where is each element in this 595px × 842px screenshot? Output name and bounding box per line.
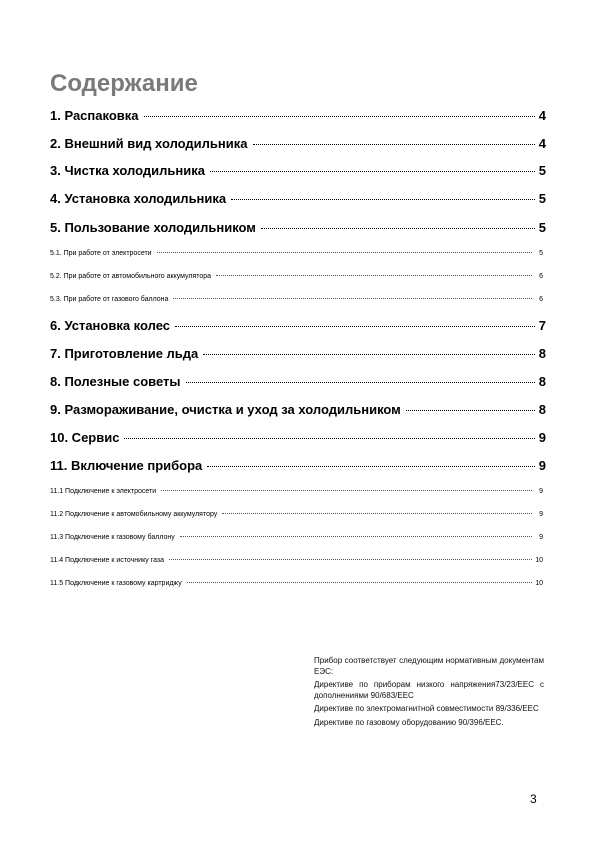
- toc-leader-dots: [175, 326, 535, 327]
- toc-entry[interactable]: [50, 136, 546, 152]
- toc-entry-page: 5: [539, 250, 543, 257]
- toc-entry-label: 9. Размораживание, очистка и уход за холодильником: [50, 402, 401, 417]
- toc-leader-dots: [203, 354, 535, 355]
- toc-entry-page: 6: [539, 273, 543, 280]
- toc-leader-dots: [216, 275, 532, 276]
- toc-leader-dots: [187, 582, 532, 583]
- toc-entry-label: 5. Пользование холодильником: [50, 220, 256, 235]
- toc-leader-dots: [157, 252, 532, 253]
- toc-entry-label: 3. Чистка холодильника: [50, 163, 205, 178]
- toc-entry-label: 11.2 Подключение к автомобильному аккумулятору: [50, 511, 218, 518]
- toc-leader-dots: [173, 298, 532, 299]
- toc-entry-label: 11. Включение прибора: [50, 458, 203, 473]
- toc-leader-dots: [261, 228, 535, 229]
- toc-entry-label: 7. Приготовление льда: [50, 346, 199, 361]
- compliance-line: Директиве по газовому оборудованию 90/396/ЕЕС.: [314, 717, 504, 727]
- toc-entry-page: 10: [535, 580, 543, 587]
- toc-leader-dots: [186, 382, 535, 383]
- toc-entry[interactable]: [50, 402, 546, 418]
- toc-entry[interactable]: [50, 220, 546, 236]
- toc-entry-label: 11.1 Подключение к электросети: [50, 488, 157, 495]
- toc-entry-label: 11.4 Подключение к источнику газа: [50, 557, 164, 564]
- toc-entry-label: 2. Внешний вид холодильника: [50, 136, 248, 151]
- toc-subentry[interactable]: [50, 487, 546, 497]
- toc-entry-label: 11.5 Подключение к газовому картриджу: [50, 580, 182, 587]
- toc-entry-page: 9: [539, 534, 543, 541]
- toc-entry-label: 5.1. При работе от электросети: [50, 250, 152, 257]
- toc-subentry[interactable]: [50, 510, 546, 520]
- toc-entry-page: 10: [535, 557, 543, 564]
- toc-entry-page: 5: [538, 191, 546, 206]
- toc-entry-label: 1. Распаковка: [50, 108, 139, 123]
- toc-subentry[interactable]: [50, 579, 546, 589]
- toc-leader-dots: [406, 410, 535, 411]
- toc-leader-dots: [124, 438, 535, 439]
- page-number: 3: [530, 792, 537, 806]
- toc-entry-page: 8: [538, 402, 546, 417]
- toc-leader-dots: [231, 199, 535, 200]
- toc-entry-page: 5: [538, 163, 546, 178]
- toc-entry-page: 8: [538, 374, 546, 389]
- toc-entry-page: 7: [538, 318, 546, 333]
- compliance-line: Директиве по приборам низкого напряжения73/23/ЕЕС с дополнениями 90/683/ЕЕС: [314, 680, 544, 700]
- toc-entry[interactable]: [50, 458, 546, 474]
- toc-entry-page: 9: [538, 430, 546, 445]
- toc-leader-dots: [253, 144, 535, 145]
- toc-entry-page: 4: [538, 136, 546, 151]
- compliance-intro: Прибор соответствует следующим нормативным документам ЕЭС:: [314, 656, 544, 676]
- toc-entry-page: 5: [538, 220, 546, 235]
- toc-entry-page: 8: [538, 346, 546, 361]
- toc-leader-dots: [207, 466, 535, 467]
- toc-entry[interactable]: [50, 318, 546, 334]
- toc-entry-label: 5.3. При работе от газового баллона: [50, 296, 169, 303]
- toc-entry-label: 5.2. При работе от автомобильного аккумулятора: [50, 273, 212, 280]
- toc-entry[interactable]: [50, 430, 546, 446]
- toc-leader-dots: [180, 536, 532, 537]
- toc-entry-page: 9: [538, 458, 546, 473]
- toc-entry-label: 6. Установка колес: [50, 318, 171, 333]
- toc-entry-label: 11.3 Подключение к газовому баллону: [50, 534, 175, 541]
- toc-entry[interactable]: [50, 346, 546, 362]
- toc-entry[interactable]: [50, 191, 546, 207]
- toc-entry-page: 6: [539, 296, 543, 303]
- toc-entry-label: 8. Полезные советы: [50, 374, 181, 389]
- toc-entry[interactable]: [50, 108, 546, 124]
- toc-subentry[interactable]: [50, 556, 546, 566]
- toc-entry-label: 4. Установка холодильника: [50, 191, 227, 206]
- toc-subentry[interactable]: [50, 533, 546, 543]
- toc-leader-dots: [161, 490, 532, 491]
- toc-leader-dots: [210, 171, 535, 172]
- toc-leader-dots: [169, 559, 532, 560]
- toc-entry-page: 9: [539, 511, 543, 518]
- toc-entry[interactable]: [50, 374, 546, 390]
- page-title: Содержание: [50, 70, 198, 97]
- toc-entry[interactable]: [50, 163, 546, 179]
- toc-leader-dots: [222, 513, 532, 514]
- toc-entry-label: 10. Сервис: [50, 430, 120, 445]
- toc-subentry[interactable]: [50, 272, 546, 282]
- toc-subentry[interactable]: [50, 295, 546, 305]
- toc-entry-page: 9: [539, 488, 543, 495]
- toc-entry-page: 4: [538, 108, 546, 123]
- compliance-line: Директиве по электромагнитной совместимости 89/336/ЕЕС: [314, 704, 539, 713]
- compliance-note: [314, 656, 544, 731]
- toc-subentry[interactable]: [50, 249, 546, 259]
- toc-leader-dots: [144, 116, 536, 117]
